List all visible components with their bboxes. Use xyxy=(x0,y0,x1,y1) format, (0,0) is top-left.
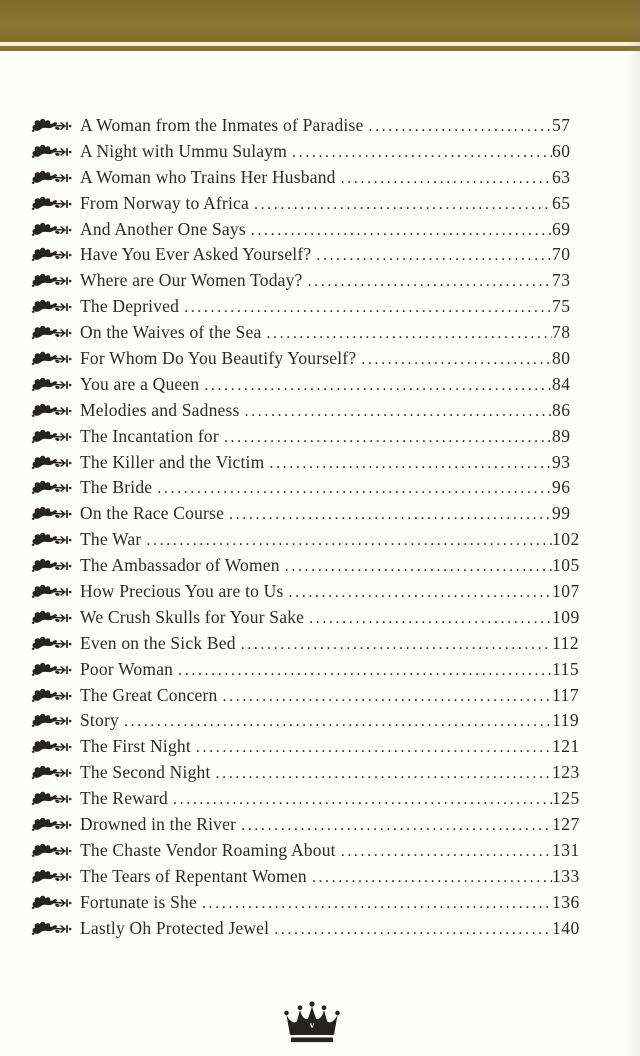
fleuron-icon xyxy=(30,479,80,497)
entry-page-number: 99 xyxy=(552,503,571,524)
dotted-leader xyxy=(266,321,552,347)
toc-entry xyxy=(30,450,596,476)
dotted-leader xyxy=(308,269,552,295)
entry-title: The Tears of Repentant Women xyxy=(80,865,307,886)
fleuron-icon xyxy=(30,531,80,549)
dotted-leader xyxy=(269,451,552,477)
toc-entry xyxy=(30,838,596,864)
entry-page-number: 93 xyxy=(552,451,571,472)
page-number: v xyxy=(309,1021,315,1031)
fleuron-icon xyxy=(30,842,80,860)
entry-title: The Chaste Vendor Roaming About xyxy=(80,839,336,860)
toc-entry xyxy=(30,657,596,683)
entry-title: On the Waives of the Sea xyxy=(80,322,262,343)
entry-page-number: 102 xyxy=(552,529,580,550)
fleuron-icon xyxy=(30,402,80,420)
toc-entry xyxy=(30,191,596,217)
fleuron-icon xyxy=(30,583,80,601)
entry-page-number: 78 xyxy=(552,322,571,343)
fleuron-icon xyxy=(30,764,80,782)
entry-page-number: 105 xyxy=(552,555,580,576)
fleuron-icon xyxy=(30,272,80,290)
entry-title: You are a Queen xyxy=(80,373,200,394)
fleuron-icon xyxy=(30,454,80,472)
entry-page-number: 70 xyxy=(552,244,571,265)
toc-entry xyxy=(30,760,596,786)
entry-title: Story xyxy=(80,710,119,731)
dotted-leader xyxy=(124,709,552,735)
dotted-leader xyxy=(229,502,552,528)
entry-page-number: 57 xyxy=(552,115,571,135)
toc-entry xyxy=(30,683,596,709)
dotted-leader xyxy=(173,787,552,813)
toc-entry xyxy=(30,268,596,294)
entry-title: On the Race Course xyxy=(80,503,225,524)
entry-title: From Norway to Africa xyxy=(80,192,249,213)
entry-title: Melodies and Sadness xyxy=(80,399,240,420)
entry-page-number: 125 xyxy=(552,788,580,809)
dotted-leader xyxy=(146,528,552,554)
fleuron-icon xyxy=(30,169,80,187)
entry-title: A Woman who Trains Her Husband xyxy=(80,166,336,187)
entry-page-number: 115 xyxy=(552,658,580,679)
entry-title: The Killer and the Victim xyxy=(80,451,265,472)
toc-entry xyxy=(30,631,596,657)
dotted-leader xyxy=(157,476,552,502)
entry-page-number: 127 xyxy=(552,814,580,835)
entry-title: Where are Our Women Today? xyxy=(80,270,303,291)
entry-title: How Precious You are to Us xyxy=(80,581,284,602)
toc-entry xyxy=(30,916,596,942)
toc-entry xyxy=(30,812,596,838)
dotted-leader xyxy=(184,295,552,321)
toc-entry xyxy=(30,113,596,139)
toc-entry xyxy=(30,708,596,734)
entry-page-number: 65 xyxy=(552,192,571,213)
entry-page-number: 107 xyxy=(552,581,580,602)
dotted-leader xyxy=(202,891,552,917)
entry-page-number: 96 xyxy=(552,477,571,498)
dotted-leader xyxy=(251,218,552,244)
dotted-leader xyxy=(368,114,552,140)
entry-title: The Incantation for xyxy=(80,425,219,446)
dotted-leader xyxy=(341,166,552,192)
fleuron-icon xyxy=(30,635,80,653)
dotted-leader xyxy=(285,554,552,580)
entry-title: A Night with Ummu Sulaym xyxy=(80,140,288,161)
dotted-leader xyxy=(316,243,552,269)
dotted-leader xyxy=(361,347,552,373)
fleuron-icon xyxy=(30,868,80,886)
dotted-leader xyxy=(254,192,552,218)
fleuron-icon xyxy=(30,221,80,239)
fleuron-icon xyxy=(30,505,80,523)
entry-page-number: 73 xyxy=(552,270,571,291)
toc-entry xyxy=(30,346,596,372)
entry-title: The Great Concern xyxy=(80,684,218,705)
toc-entry xyxy=(30,372,596,398)
entry-title: The War xyxy=(80,529,142,550)
toc-entry xyxy=(30,398,596,424)
toc-entry xyxy=(30,579,596,605)
dotted-leader xyxy=(245,399,552,425)
entry-page-number: 86 xyxy=(552,399,571,420)
dotted-leader xyxy=(178,658,552,684)
fleuron-icon xyxy=(30,376,80,394)
dotted-leader xyxy=(309,606,552,632)
entry-title: The Second Night xyxy=(80,762,211,783)
entry-page-number: 75 xyxy=(552,296,571,317)
entry-page-number: 123 xyxy=(552,762,580,783)
entry-title: Poor Woman xyxy=(80,658,174,679)
dotted-leader xyxy=(223,684,552,710)
fleuron-icon xyxy=(30,609,80,627)
entry-page-number: 60 xyxy=(552,140,571,161)
entry-page-number: 119 xyxy=(552,710,580,731)
fleuron-icon xyxy=(30,324,80,342)
toc-entry xyxy=(30,424,596,450)
entry-page-number: 133 xyxy=(552,865,580,886)
entry-title: The Bride xyxy=(80,477,153,498)
top-gold-rule xyxy=(0,46,640,51)
fleuron-icon xyxy=(30,790,80,808)
entry-page-number: 112 xyxy=(552,632,580,653)
dotted-leader xyxy=(204,373,552,399)
top-gold-band xyxy=(0,0,640,42)
entry-page-number: 89 xyxy=(552,425,571,446)
dotted-leader xyxy=(241,813,552,839)
fleuron-icon xyxy=(30,816,80,834)
fleuron-icon xyxy=(30,920,80,938)
toc-entry xyxy=(30,294,596,320)
dotted-leader xyxy=(289,580,552,606)
toc-entry xyxy=(30,786,596,812)
toc-entry xyxy=(30,864,596,890)
entry-title: We Crush Skulls for Your Sake xyxy=(80,606,305,627)
entry-page-number: 63 xyxy=(552,166,571,187)
entry-page-number: 109 xyxy=(552,606,580,627)
entry-page-number: 84 xyxy=(552,373,571,394)
toc-entry xyxy=(30,320,596,346)
entry-title: Fortunate is She xyxy=(80,891,197,912)
toc-entry xyxy=(30,139,596,165)
toc-entry xyxy=(30,501,596,527)
fleuron-icon xyxy=(30,738,80,756)
toc-entry xyxy=(30,553,596,579)
fleuron-icon xyxy=(30,712,80,730)
dotted-leader xyxy=(216,761,552,787)
fleuron-icon xyxy=(30,687,80,705)
fleuron-icon xyxy=(30,143,80,161)
dotted-leader xyxy=(292,140,552,166)
entry-title: For Whom Do You Beautify Yourself? xyxy=(80,348,357,369)
table-of-contents xyxy=(30,113,596,942)
toc-entry xyxy=(30,605,596,631)
fleuron-icon xyxy=(30,428,80,446)
entry-title: And Another One Says xyxy=(80,218,246,239)
fleuron-icon xyxy=(30,195,80,213)
fleuron-icon xyxy=(30,557,80,575)
toc-entry xyxy=(30,890,596,916)
fleuron-icon xyxy=(30,298,80,316)
toc-entry xyxy=(30,217,596,243)
entry-page-number: 121 xyxy=(552,736,580,757)
entry-title: Have You Ever Asked Yourself? xyxy=(80,244,312,265)
entry-title: A Woman from the Inmates of Paradise xyxy=(80,115,364,135)
fleuron-icon xyxy=(30,350,80,368)
entry-page-number: 136 xyxy=(552,891,580,912)
fleuron-icon xyxy=(30,661,80,679)
fleuron-icon xyxy=(30,246,80,264)
entry-title: The Reward xyxy=(80,788,169,809)
entry-title: Lastly Oh Protected Jewel xyxy=(80,917,270,938)
entry-title: Even on the Sick Bed xyxy=(80,632,236,653)
toc-entry xyxy=(30,475,596,501)
dotted-leader xyxy=(274,917,552,943)
dotted-leader xyxy=(312,865,552,891)
toc-entry xyxy=(30,165,596,191)
entry-title: The Deprived xyxy=(80,296,180,317)
entry-title: The First Night xyxy=(80,736,191,757)
dotted-leader xyxy=(341,839,552,865)
entry-page-number: 69 xyxy=(552,218,571,239)
dotted-leader xyxy=(196,735,552,761)
dotted-leader xyxy=(224,425,552,451)
toc-entry xyxy=(30,734,596,760)
entry-title: The Ambassador of Women xyxy=(80,555,280,576)
fleuron-icon xyxy=(30,894,80,912)
dotted-leader xyxy=(241,632,552,658)
crown-ornament-icon xyxy=(282,1000,342,1044)
entry-page-number: 140 xyxy=(552,917,580,938)
fleuron-icon xyxy=(30,117,80,135)
toc-entry xyxy=(30,242,596,268)
toc-entry xyxy=(30,527,596,553)
entry-page-number: 80 xyxy=(552,348,571,369)
entry-page-number: 131 xyxy=(552,839,580,860)
entry-title: Drowned in the River xyxy=(80,814,237,835)
entry-page-number: 117 xyxy=(552,684,580,705)
